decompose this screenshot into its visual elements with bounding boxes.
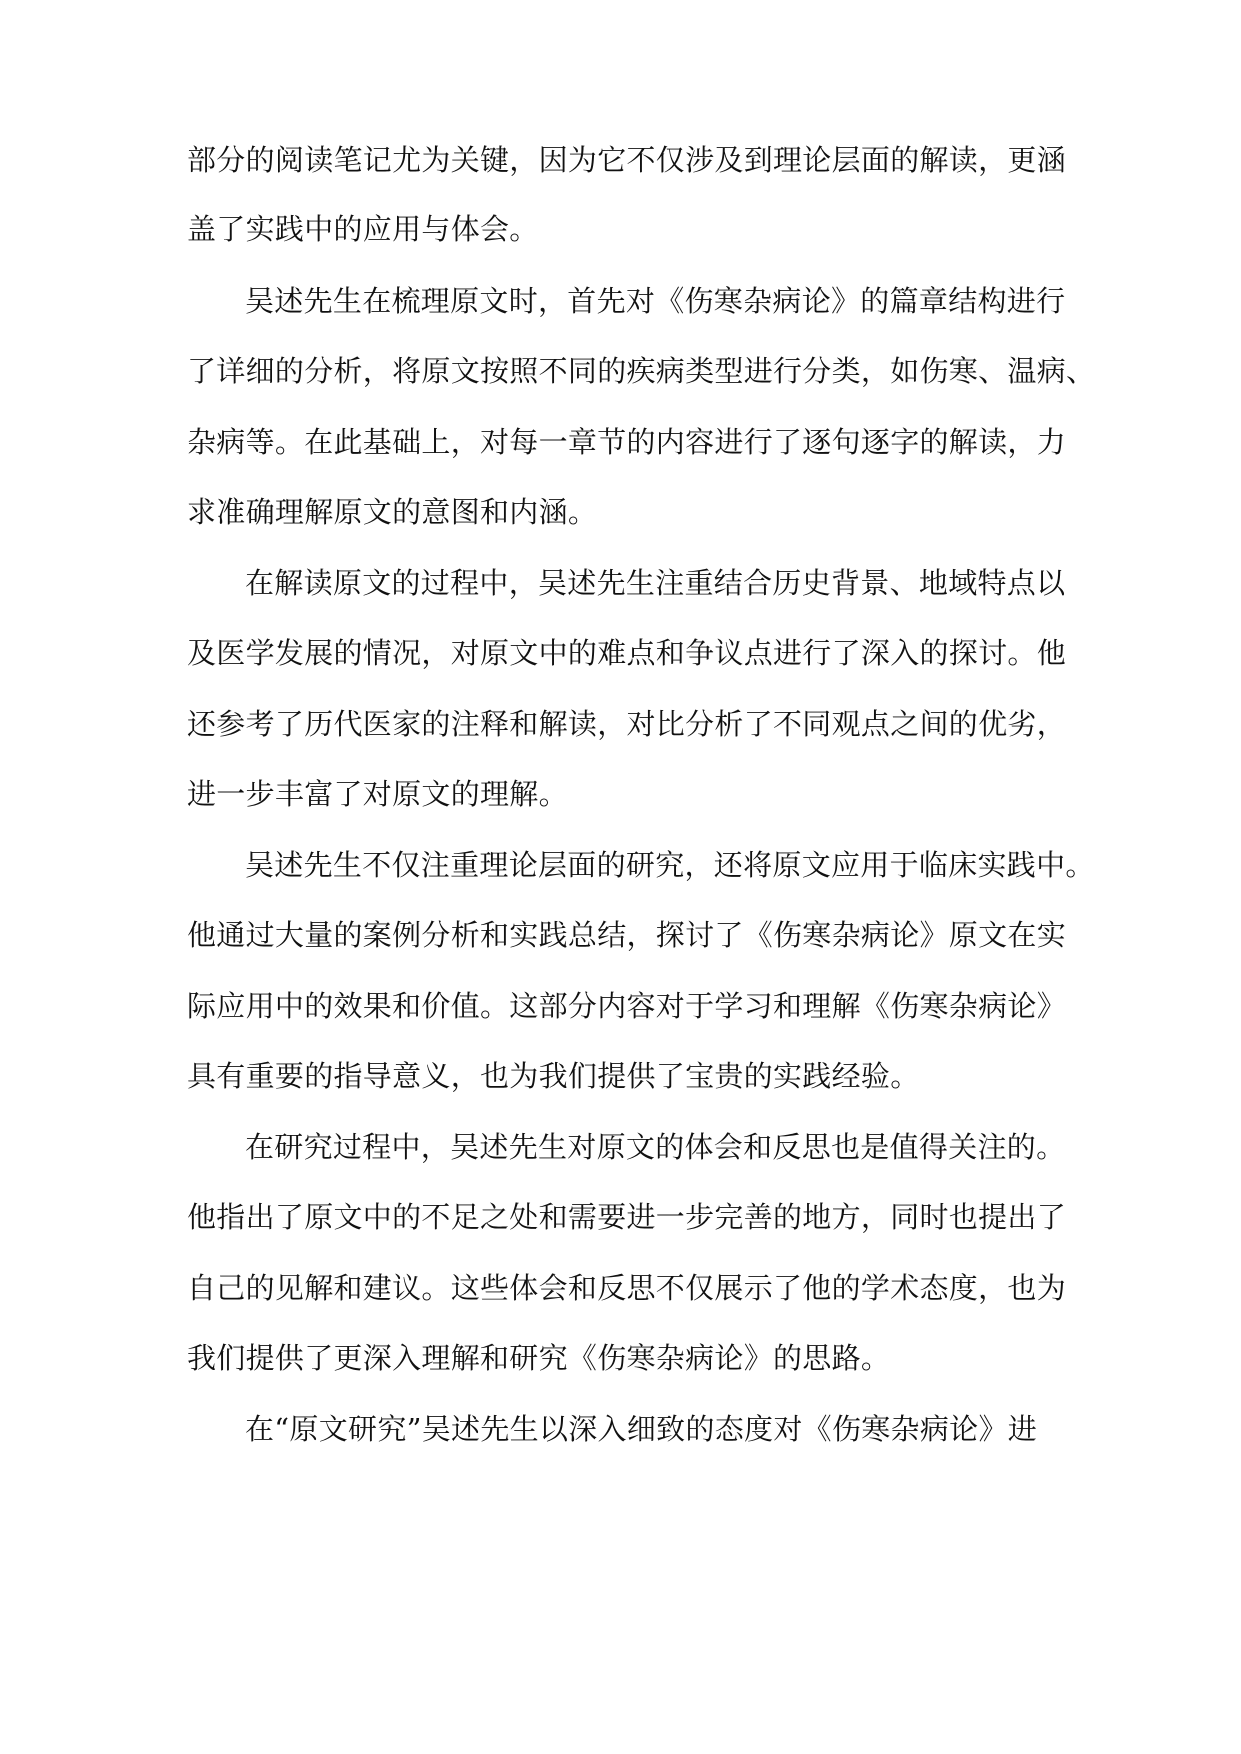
- text-line: 他通过大量的案例分析和实践总结，探讨了《伤寒杂病论》原文在实: [187, 918, 1067, 952]
- text-line: 自己的见解和建议。这些体会和反思不仅展示了他的学术态度，也为: [187, 1271, 1067, 1305]
- paragraph-start-line: 吴述先生在梳理原文时，首先对《伤寒杂病论》的篇章结构进行: [245, 284, 1066, 318]
- paragraph-start-line: 在研究过程中，吴述先生对原文的体会和反思也是值得关注的。: [245, 1130, 1066, 1164]
- paragraph-start-line: 在“原文研究”吴述先生以深入细致的态度对《伤寒杂病论》进: [245, 1412, 1038, 1446]
- text-line: 杂病等。在此基础上，对每一章节的内容进行了逐句逐字的解读，力: [187, 425, 1067, 459]
- text-line: 求准确理解原文的意图和内涵。: [187, 495, 598, 529]
- text-line: 他指出了原文中的不足之处和需要进一步完善的地方，同时也提出了: [187, 1200, 1067, 1234]
- text-line: 我们提供了更深入理解和研究《伤寒杂病论》的思路。: [187, 1341, 891, 1375]
- text-line: 际应用中的效果和价值。这部分内容对于学习和理解《伤寒杂病论》: [187, 989, 1067, 1023]
- text-line: 部分的阅读笔记尤为关键，因为它不仅涉及到理论层面的解读，更涵: [187, 143, 1067, 177]
- text-line: 还参考了历代医家的注释和解读，对比分析了不同观点之间的优劣，: [187, 707, 1067, 741]
- text-line: 盖了实践中的应用与体会。: [187, 212, 539, 246]
- text-line: 具有重要的指导意义，也为我们提供了宝贵的实践经验。: [187, 1059, 920, 1093]
- text-line: 进一步丰富了对原文的理解。: [187, 777, 568, 811]
- text-line: 及医学发展的情况，对原文中的难点和争议点进行了深入的探讨。他: [187, 636, 1067, 670]
- paragraph-start-line: 在解读原文的过程中，吴述先生注重结合历史背景、地域特点以: [245, 566, 1066, 600]
- text-line: 了详细的分析，将原文按照不同的疾病类型进行分类，如伤寒、温病、: [187, 354, 1096, 388]
- paragraph-start-line: 吴述先生不仅注重理论层面的研究，还将原文应用于临床实践中。: [245, 848, 1095, 882]
